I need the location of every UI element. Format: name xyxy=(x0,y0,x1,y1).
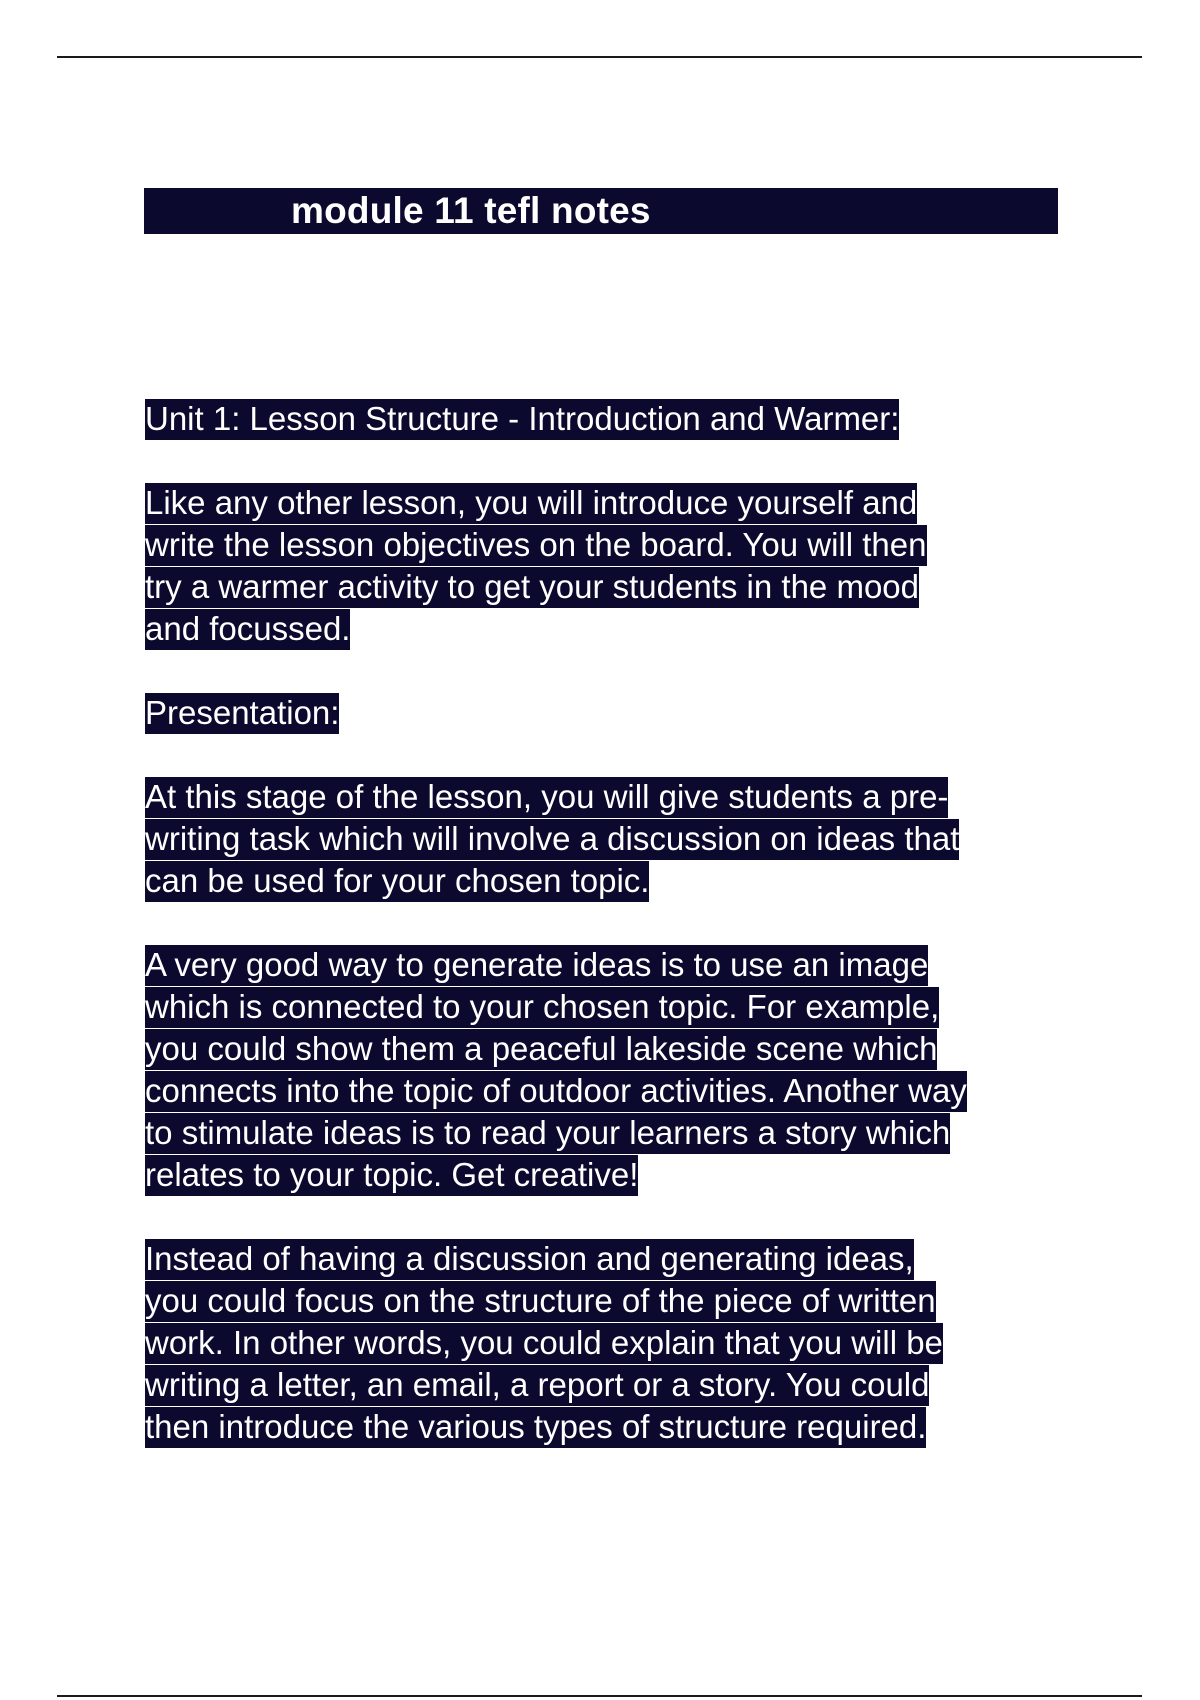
text-line: connects into the topic of outdoor activities. Another way xyxy=(145,1072,967,1109)
text-line: A very good way to generate ideas is to use an image xyxy=(145,946,929,983)
structure-paragraph xyxy=(145,1238,1075,1448)
text-line: which is connected to your chosen topic. For example, xyxy=(145,988,940,1025)
text-line: relates to your topic. Get creative! xyxy=(145,1156,639,1193)
ideas-paragraph xyxy=(145,944,1075,1196)
text-line: and focussed. xyxy=(145,610,351,647)
text-line: to stimulate ideas is to read your learners a story which xyxy=(145,1114,951,1151)
presentation-heading xyxy=(145,692,1075,734)
text-line: writing task which will involve a discussion on ideas that xyxy=(145,820,960,857)
text-line: Unit 1: Lesson Structure - Introduction and Warmer: xyxy=(145,400,900,437)
text-line: write the lesson objectives on the board. You will then xyxy=(145,526,927,563)
intro-paragraph xyxy=(145,482,1075,650)
ideas-paragraph-text xyxy=(145,945,967,1196)
text-line: you could focus on the structure of the piece of written xyxy=(145,1282,936,1319)
text-line: At this stage of the lesson, you will give students a pre- xyxy=(145,778,949,815)
text-line: Presentation: xyxy=(145,694,340,731)
text-line: Instead of having a discussion and generating ideas, xyxy=(145,1240,914,1277)
text-line: can be used for your chosen topic. xyxy=(145,862,650,899)
unit-heading-text xyxy=(145,399,899,440)
text-line: Like any other lesson, you will introduce yourself and xyxy=(145,484,918,521)
bottom-rule xyxy=(57,1695,1142,1697)
text-line: writing a letter, an email, a report or a story. You could xyxy=(145,1366,930,1403)
text-line: try a warmer activity to get your students in the mood xyxy=(145,568,920,605)
presentation-paragraph xyxy=(145,776,1075,902)
structure-paragraph-text xyxy=(145,1239,943,1448)
text-line: you could show them a peaceful lakeside scene which xyxy=(145,1030,938,1067)
text-line: work. In other words, you could explain that you will be xyxy=(145,1324,943,1361)
document-title: module 11 tefl notes xyxy=(291,190,651,231)
intro-paragraph-text xyxy=(145,483,927,650)
presentation-paragraph-text xyxy=(145,777,959,902)
title-bar xyxy=(144,188,1058,234)
document-body xyxy=(145,398,1075,1490)
text-line: then introduce the various types of structure required. xyxy=(145,1408,927,1445)
top-rule xyxy=(57,56,1142,58)
unit-heading xyxy=(145,398,1075,440)
presentation-heading-text xyxy=(145,693,339,734)
